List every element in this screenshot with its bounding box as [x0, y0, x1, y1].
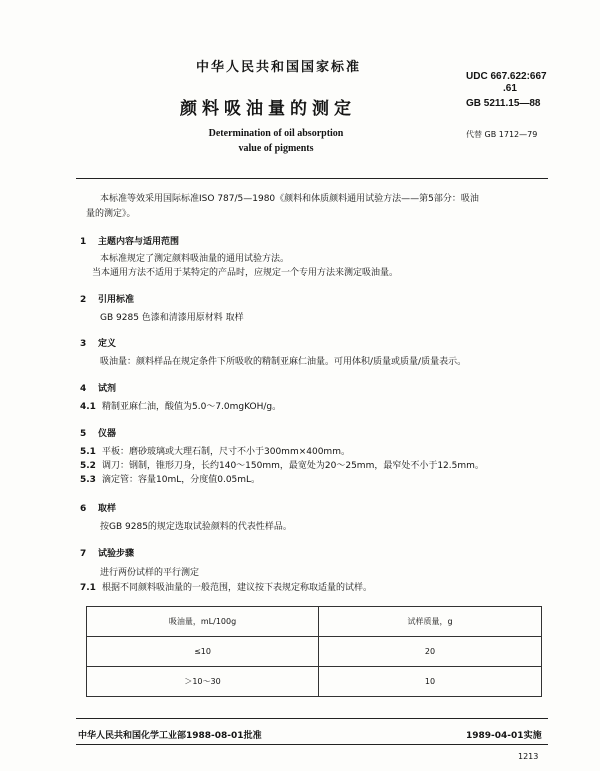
section-title: 试剂	[98, 384, 117, 394]
section-7-heading	[80, 546, 134, 559]
section-7-item	[80, 581, 372, 595]
section-4-heading	[80, 381, 116, 394]
intro-line2: 量的测定》。	[86, 209, 136, 219]
header-divider	[76, 178, 548, 179]
footer-bottom-line	[76, 744, 548, 745]
english-title-line2: value of pigments	[238, 143, 314, 154]
item-number: 5.1	[80, 447, 96, 457]
section-2-heading	[80, 292, 134, 305]
item-text: 精制亚麻仁油，酸值为5.0～7.0mgKOH/g。	[102, 402, 282, 412]
section-5-heading	[80, 426, 116, 439]
page-title: 颜料吸油量的测定	[180, 99, 356, 119]
standard-type: 中华人民共和国国家标准	[196, 60, 362, 75]
table-header-cell: 吸油量，mL/100g	[87, 607, 319, 637]
section-3-p1: 吸油量：颜料样品在规定条件下所吸收的精制亚麻仁油量。可用体积/质量或质量/质量表示。	[100, 357, 467, 367]
section-title: 取样	[98, 504, 117, 514]
section-number: 5	[80, 429, 87, 439]
item-text: 根据不同颜料吸油量的一般范围，建议按下表规定称取适量的试样。	[102, 583, 373, 593]
item-number: 5.2	[80, 461, 96, 471]
item-text: 调刀：钢制，锥形刀身，长约140～150mm，最宽处为20～25mm，最窄处不小于12.5mm。	[102, 461, 484, 471]
section-title: 引用标准	[98, 295, 135, 305]
section-title: 试验步骤	[98, 549, 135, 559]
item-number: 7.1	[80, 583, 96, 593]
gb-number: GB 5211.15—88	[466, 98, 541, 109]
section-5-item	[80, 459, 484, 473]
english-title-line1: Determination of oil absorption	[208, 128, 344, 139]
table-row	[87, 637, 542, 667]
english-title	[188, 126, 364, 156]
section-1-p1: 本标准规定了测定颜料吸油量的通用试验方法。	[100, 254, 290, 264]
section-number: 2	[80, 295, 87, 305]
section-7-p1: 进行两份试样的平行测定	[100, 568, 200, 578]
udc-code: UDC 667.622:667	[466, 71, 547, 82]
table-header-cell: 试样质量，g	[319, 607, 542, 637]
issuer-approval: 中华人民共和国化学工业部1988-08-01批准	[78, 731, 262, 741]
table-cell: 20	[319, 637, 542, 667]
table-row	[87, 667, 542, 697]
section-number: 4	[80, 384, 87, 394]
section-number: 3	[80, 339, 87, 349]
udc-code-cont: .61	[503, 83, 517, 94]
item-number: 5.3	[80, 475, 96, 485]
section-3-heading	[80, 336, 116, 349]
section-1-heading	[80, 234, 179, 247]
table-cell: ＞10～30	[87, 667, 319, 697]
page-number: 1213	[518, 752, 539, 761]
footer-divider	[76, 718, 548, 719]
section-title: 主题内容与适用范围	[98, 237, 180, 247]
section-5-item	[80, 473, 260, 487]
section-6-heading	[80, 501, 116, 514]
table-cell: ≤10	[87, 637, 319, 667]
effective-date: 1989-04-01实施	[466, 731, 542, 741]
replaces-note: 代替 GB 1712—79	[466, 130, 538, 139]
item-text: 滴定管：容量10mL，分度值0.05mL。	[102, 475, 261, 485]
section-6-p1: 按GB 9285的规定选取试验颜料的代表性样品。	[100, 522, 292, 532]
section-number: 6	[80, 504, 87, 514]
intro-line1: 本标准等效采用国际标准ISO 787/5—1980《颜料和体质颜料通用试验方法——第5部分：吸油	[100, 194, 479, 204]
section-2-p1: GB 9285 色漆和清漆用原材料 取样	[100, 313, 244, 323]
section-title: 仪器	[98, 429, 117, 439]
table-header-row	[87, 607, 542, 637]
section-number: 1	[80, 237, 87, 247]
section-4-item	[80, 400, 281, 414]
table-cell: 10	[319, 667, 542, 697]
sample-mass-table	[86, 606, 542, 697]
item-text: 平板：磨砂玻璃或大理石制，尺寸不小于300mm×400mm。	[102, 447, 350, 457]
item-number: 4.1	[80, 402, 96, 412]
section-title: 定义	[98, 339, 117, 349]
section-5-item	[80, 445, 350, 459]
section-1-p2: 当本通用方法不适用于某特定的产品时，应规定一个专用方法来测定吸油量。	[92, 268, 399, 278]
section-number: 7	[80, 549, 87, 559]
